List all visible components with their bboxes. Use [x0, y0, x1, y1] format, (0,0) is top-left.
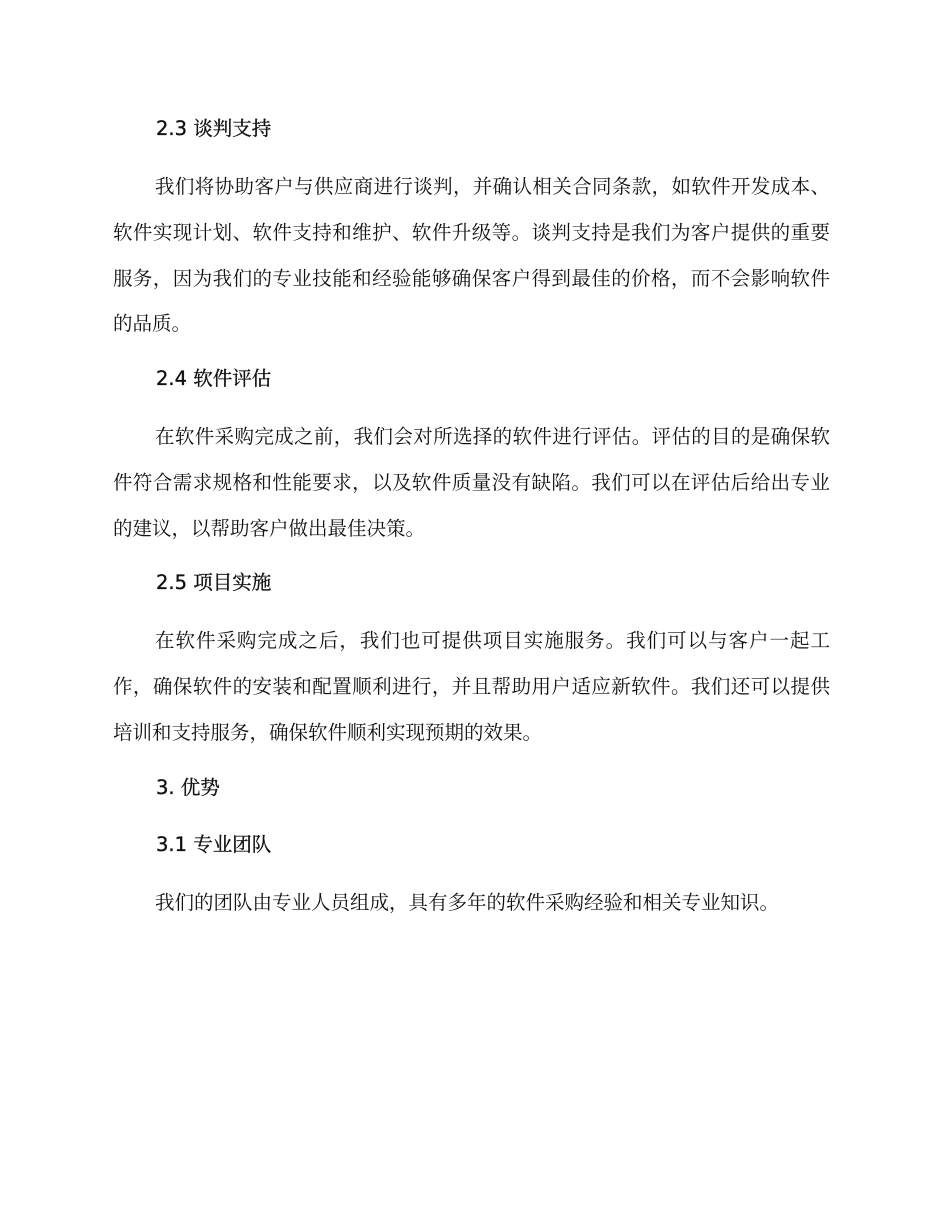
- section-paragraph-3-1: 我们的团队由专业人员组成，具有多年的软件采购经验和相关专业知识。: [155, 891, 780, 914]
- section-heading-3: 3. 优势: [156, 776, 220, 799]
- section-paragraph-2-4: 在软件采购完成之前，我们会对所选择的软件进行评估。评估的目的是确保软件符合需求规格和性能要求，以及软件质量没有缺陷。我们可以在评估后给出专业的建议，以帮助客户做出最佳决策。: [113, 425, 830, 540]
- section-paragraph-2-3: 我们将协助客户与供应商进行谈判，并确认相关合同条款，如软件开发成本、软件实现计划、软件支持和维护、软件升级等。谈判支持是我们为客户提供的重要服务，因为我们的专业技能和经验能够确保客户得到最佳的价格，而不会影响软件的品质。: [113, 175, 830, 336]
- section-paragraph-2-5: 在软件采购完成之后，我们也可提供项目实施服务。我们可以与客户一起工作，确保软件的安装和配置顺利进行，并且帮助用户适应新软件。我们还可以提供培训和支持服务，确保软件顺利实现预期的效果。: [113, 629, 830, 744]
- section-heading-2-4: 2.4 软件评估: [156, 367, 272, 390]
- section-heading-3-1: 3.1 专业团队: [156, 833, 272, 856]
- section-heading-2-5: 2.5 项目实施: [156, 571, 272, 594]
- section-heading-2-3: 2.3 谈判支持: [156, 117, 272, 140]
